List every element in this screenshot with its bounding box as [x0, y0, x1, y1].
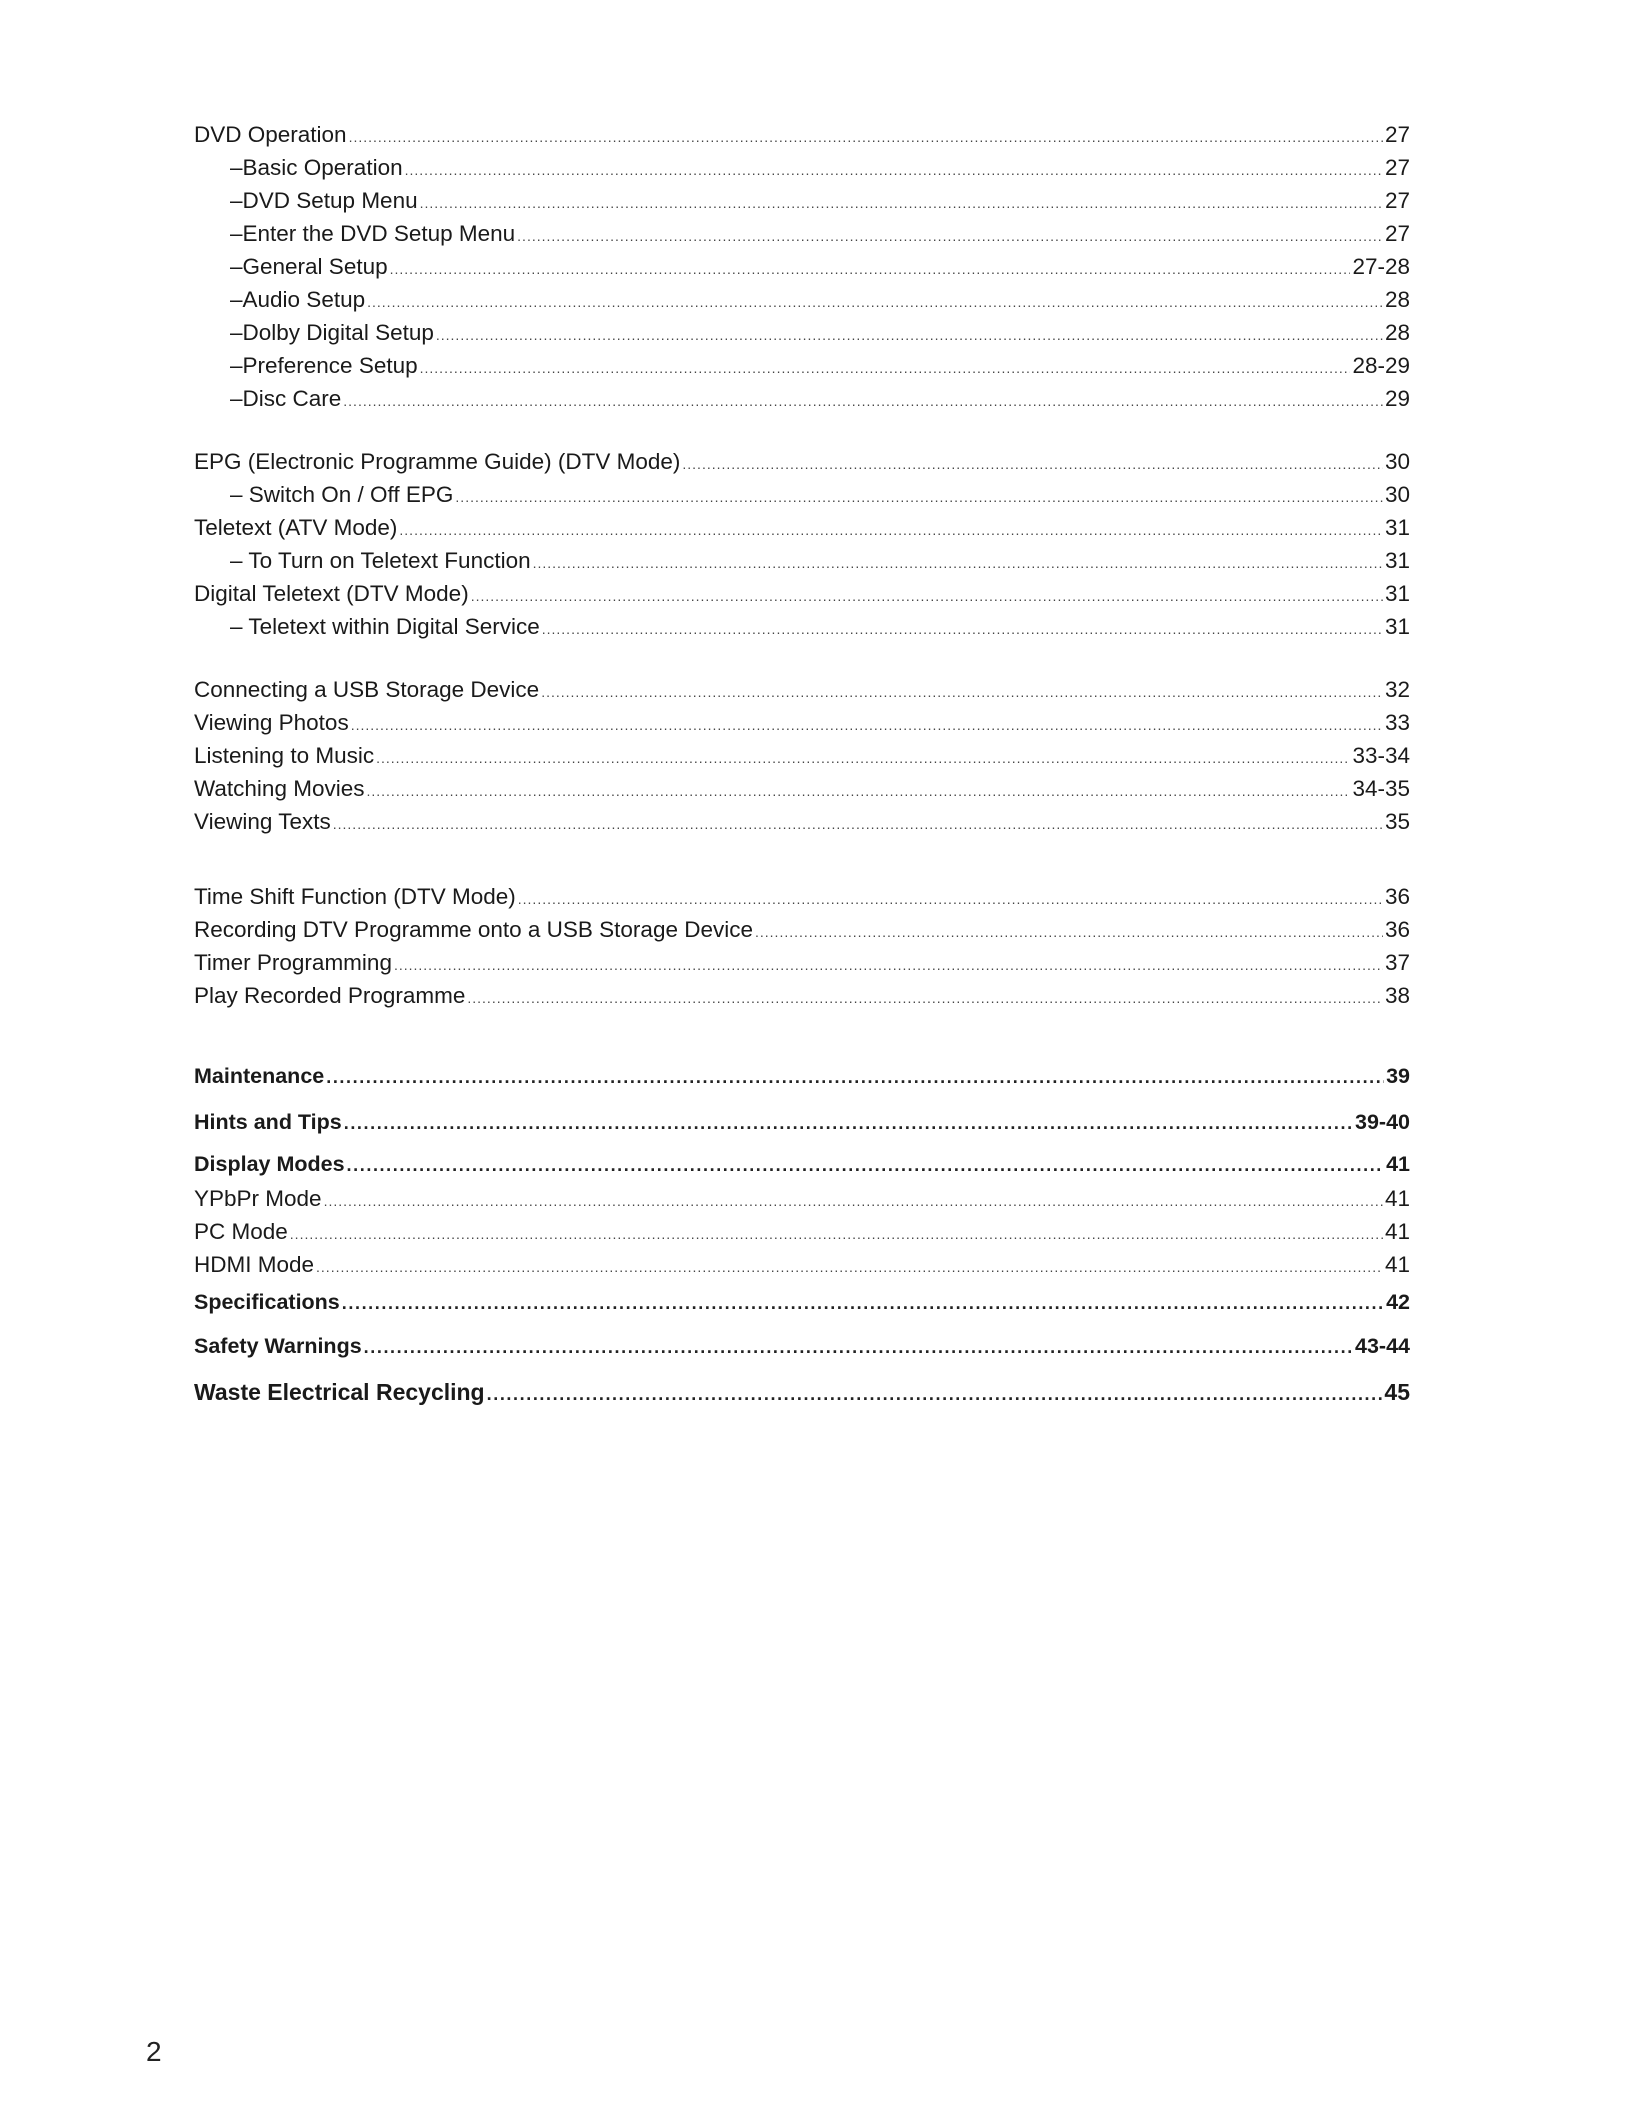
dot-leader	[349, 121, 1383, 154]
dot-leader	[533, 547, 1383, 580]
dot-leader	[682, 448, 1383, 481]
toc-entry[interactable]	[194, 1182, 1410, 1215]
toc-entry-label: Digital Teletext (DTV Mode)	[194, 581, 469, 606]
toc-entry[interactable]	[194, 478, 1410, 511]
dot-leader	[343, 385, 1383, 418]
dot-leader	[333, 808, 1383, 841]
toc-entry-label: PC Mode	[194, 1219, 288, 1244]
spacer	[194, 1012, 1410, 1054]
toc-entry[interactable]	[194, 880, 1410, 913]
dot-leader	[420, 352, 1351, 385]
toc-section-label: Safety Warnings	[194, 1334, 362, 1358]
dot-leader	[541, 676, 1383, 709]
toc-entry-label: Play Recorded Programme	[194, 983, 466, 1008]
toc-section[interactable]	[194, 1146, 1410, 1182]
toc-entry-label: Teletext (ATV Mode)	[194, 515, 398, 540]
dot-leader	[351, 709, 1383, 742]
toc-entry-label: Connecting a USB Storage Device	[194, 677, 540, 702]
dot-leader	[367, 286, 1383, 319]
toc-entry-label: –Dolby Digital Setup	[230, 320, 434, 345]
toc-entry[interactable]	[194, 349, 1410, 382]
toc-entry-label: – Switch On / Off EPG	[230, 482, 454, 507]
toc-section-page: 42	[1386, 1290, 1410, 1314]
dot-leader	[394, 949, 1383, 982]
toc-section[interactable]	[194, 1281, 1410, 1323]
toc-entry-page: 30	[1384, 482, 1410, 507]
toc-section[interactable]	[194, 1098, 1410, 1146]
toc-entry-label: –Preference Setup	[230, 353, 418, 378]
dot-leader	[471, 580, 1383, 613]
toc-section-page: 39	[1386, 1064, 1410, 1088]
toc-entry[interactable]	[194, 511, 1410, 544]
page-number: 2	[146, 2036, 162, 2067]
toc-section[interactable]	[194, 1323, 1410, 1369]
toc-entry-page: 37	[1384, 950, 1410, 975]
toc-entry[interactable]	[194, 739, 1410, 772]
toc-entry[interactable]	[194, 772, 1410, 805]
toc-group-usb	[194, 673, 1410, 838]
toc-entry-page: 31	[1384, 515, 1410, 540]
toc-section-label: Waste Electrical Recycling	[194, 1379, 485, 1405]
toc-entry-page: 29	[1384, 386, 1410, 411]
dot-leader	[518, 883, 1383, 916]
toc-entry[interactable]	[194, 151, 1410, 184]
toc-entry[interactable]	[194, 979, 1410, 1012]
toc-entry-label: DVD Operation	[194, 122, 347, 147]
toc-entry-page: 34-35	[1352, 776, 1410, 801]
toc-entry-label: Timer Programming	[194, 950, 392, 975]
table-of-contents	[194, 118, 1410, 1415]
toc-entry[interactable]	[194, 673, 1410, 706]
dot-leader	[376, 742, 1350, 775]
toc-entry-page: 41	[1384, 1219, 1410, 1244]
toc-entry[interactable]	[194, 118, 1410, 151]
toc-entry-page: 30	[1384, 449, 1410, 474]
dot-leader	[517, 220, 1383, 253]
dot-leader	[290, 1218, 1383, 1251]
toc-entry-page: 36	[1384, 917, 1410, 942]
toc-entry[interactable]	[194, 577, 1410, 610]
toc-entry[interactable]	[194, 946, 1410, 979]
toc-entry-label: Viewing Texts	[194, 809, 331, 834]
toc-entry-page: 32	[1384, 677, 1410, 702]
spacer	[194, 838, 1410, 880]
toc-entry-label: –Disc Care	[230, 386, 342, 411]
dot-leader	[755, 916, 1383, 949]
toc-entry[interactable]	[194, 706, 1410, 739]
dot-leader	[542, 613, 1383, 646]
toc-group-recording	[194, 880, 1410, 1012]
toc-entry-label: HDMI Mode	[194, 1252, 315, 1277]
toc-entry-label: –DVD Setup Menu	[230, 188, 418, 213]
toc-entry[interactable]	[194, 1248, 1410, 1281]
toc-section-label: Display Modes	[194, 1152, 345, 1176]
toc-section[interactable]	[194, 1369, 1410, 1415]
dot-leader	[405, 154, 1383, 187]
dot-leader	[390, 253, 1351, 286]
toc-entry-label: EPG (Electronic Programme Guide) (DTV Mode)	[194, 449, 681, 474]
toc-entry-label: – To Turn on Teletext Function	[230, 548, 531, 573]
toc-group-epg-teletext	[194, 445, 1410, 643]
toc-entry-page: 31	[1384, 614, 1410, 639]
toc-entry[interactable]	[194, 544, 1410, 577]
toc-section[interactable]	[194, 1054, 1410, 1098]
toc-entry-label: Watching Movies	[194, 776, 365, 801]
dot-leader	[366, 775, 1350, 808]
toc-entry-page: 31	[1384, 548, 1410, 573]
toc-entry-label: –Enter the DVD Setup Menu	[230, 221, 516, 246]
dot-leader	[487, 1371, 1383, 1417]
toc-entry-page: 27-28	[1352, 254, 1410, 279]
dot-leader	[399, 514, 1383, 547]
toc-entry-label: YPbPr Mode	[194, 1186, 322, 1211]
toc-entry[interactable]	[194, 316, 1410, 349]
toc-entry[interactable]	[194, 184, 1410, 217]
dot-leader	[316, 1251, 1383, 1284]
toc-section-label: Hints and Tips	[194, 1110, 342, 1134]
toc-section-page: 39-40	[1355, 1110, 1410, 1134]
toc-entry[interactable]	[194, 1215, 1410, 1248]
toc-entry[interactable]	[194, 250, 1410, 283]
toc-entry[interactable]	[194, 913, 1410, 946]
dot-leader	[324, 1185, 1383, 1218]
toc-entry[interactable]	[194, 610, 1410, 643]
toc-entry-page: 33	[1384, 710, 1410, 735]
toc-entry-page: 27	[1384, 155, 1410, 180]
toc-entry-page: 35	[1384, 809, 1410, 834]
dot-leader	[420, 187, 1383, 220]
toc-entry[interactable]	[194, 445, 1410, 478]
toc-entry-page: 41	[1384, 1252, 1410, 1277]
toc-section-label: Specifications	[194, 1290, 340, 1314]
dot-leader	[436, 319, 1383, 352]
toc-entry-page: 36	[1384, 884, 1410, 909]
toc-entry[interactable]	[194, 217, 1410, 250]
toc-entry-label: –General Setup	[230, 254, 388, 279]
toc-entry-label: –Audio Setup	[230, 287, 366, 312]
dot-leader	[344, 1099, 1353, 1147]
toc-entry-page: 31	[1384, 581, 1410, 606]
toc-entry[interactable]	[194, 283, 1410, 316]
toc-entry-page: 28	[1384, 320, 1410, 345]
toc-entry-label: Viewing Photos	[194, 710, 349, 735]
dot-leader	[455, 481, 1383, 514]
toc-entry[interactable]	[194, 805, 1410, 838]
dot-leader	[467, 982, 1383, 1015]
toc-entry-page: 33-34	[1352, 743, 1410, 768]
toc-entry-label: Listening to Music	[194, 743, 375, 768]
toc-group-dvd	[194, 118, 1410, 415]
dot-leader	[326, 1055, 1384, 1099]
dot-leader	[347, 1147, 1385, 1183]
toc-entry-label: – Teletext within Digital Service	[230, 614, 540, 639]
toc-section-page: 45	[1384, 1379, 1410, 1405]
toc-section-page: 41	[1386, 1152, 1410, 1176]
toc-entry-label: Recording DTV Programme onto a USB Storage Device	[194, 917, 753, 942]
toc-section-page: 43-44	[1355, 1334, 1410, 1358]
toc-section-label: Maintenance	[194, 1064, 325, 1088]
toc-entry-page: 27	[1384, 122, 1410, 147]
spacer	[194, 415, 1410, 445]
toc-entry-page: 27	[1384, 188, 1410, 213]
dot-leader	[342, 1282, 1384, 1324]
toc-entry-page: 41	[1384, 1186, 1410, 1211]
dot-leader	[364, 1324, 1353, 1370]
toc-entry-page: 28-29	[1352, 353, 1410, 378]
toc-entry-label: Time Shift Function (DTV Mode)	[194, 884, 516, 909]
toc-major-sections	[194, 1054, 1410, 1415]
toc-entry-page: 38	[1384, 983, 1410, 1008]
toc-entry-label: –Basic Operation	[230, 155, 403, 180]
toc-entry-page: 27	[1384, 221, 1410, 246]
spacer	[194, 643, 1410, 673]
toc-entry-page: 28	[1384, 287, 1410, 312]
toc-entry[interactable]	[194, 382, 1410, 415]
